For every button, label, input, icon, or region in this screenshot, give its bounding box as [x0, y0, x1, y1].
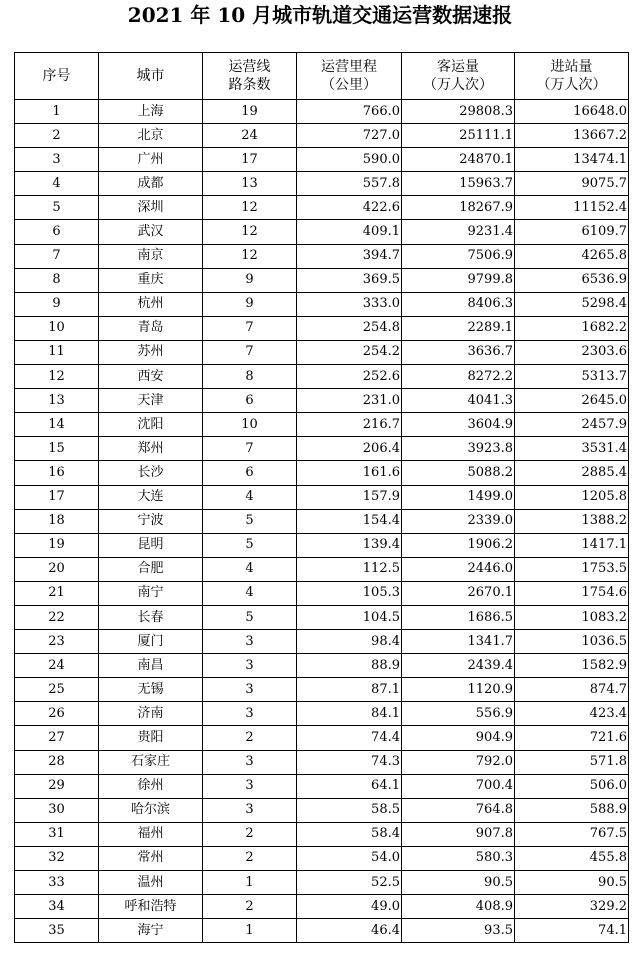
- cell-station-entries: 1754.6: [515, 581, 629, 605]
- cell-line-count: 24: [203, 124, 297, 148]
- cell-city: 武汉: [99, 220, 203, 244]
- cell-passenger-volume: 2339.0: [402, 509, 515, 533]
- cell-passenger-volume: 24870.1: [402, 148, 515, 172]
- cell-passenger-volume: 7506.9: [402, 244, 515, 268]
- cell-station-entries: 1682.2: [515, 316, 629, 340]
- cell-index: 8: [15, 268, 99, 292]
- cell-mileage: 58.4: [297, 822, 402, 846]
- cell-city: 广州: [99, 148, 203, 172]
- cell-index: 19: [15, 533, 99, 557]
- header-mileage: 运营里程 （公里）: [297, 53, 402, 100]
- cell-city: 杭州: [99, 292, 203, 316]
- cell-station-entries: 1753.5: [515, 557, 629, 581]
- cell-station-entries: 13667.2: [515, 124, 629, 148]
- cell-passenger-volume: 408.9: [402, 895, 515, 919]
- cell-index: 1: [15, 100, 99, 124]
- cell-line-count: 10: [203, 413, 297, 437]
- cell-index: 16: [15, 461, 99, 485]
- header-passenger-volume: 客运量 （万人次）: [402, 53, 515, 100]
- cell-index: 7: [15, 244, 99, 268]
- cell-passenger-volume: 580.3: [402, 846, 515, 870]
- cell-mileage: 104.5: [297, 605, 402, 629]
- cell-mileage: 252.6: [297, 365, 402, 389]
- cell-passenger-volume: 3604.9: [402, 413, 515, 437]
- cell-mileage: 52.5: [297, 871, 402, 895]
- cell-line-count: 5: [203, 509, 297, 533]
- cell-mileage: 105.3: [297, 581, 402, 605]
- cell-passenger-volume: 1499.0: [402, 485, 515, 509]
- cell-index: 24: [15, 654, 99, 678]
- cell-index: 30: [15, 798, 99, 822]
- cell-mileage: 422.6: [297, 196, 402, 220]
- cell-city: 成都: [99, 172, 203, 196]
- cell-line-count: 1: [203, 919, 297, 943]
- cell-passenger-volume: 15963.7: [402, 172, 515, 196]
- cell-mileage: 64.1: [297, 774, 402, 798]
- cell-line-count: 9: [203, 268, 297, 292]
- cell-station-entries: 16648.0: [515, 100, 629, 124]
- cell-station-entries: 1205.8: [515, 485, 629, 509]
- cell-station-entries: 5298.4: [515, 292, 629, 316]
- cell-mileage: 112.5: [297, 557, 402, 581]
- cell-city: 长沙: [99, 461, 203, 485]
- header-line-count: 运营线 路条数: [203, 53, 297, 100]
- table-row: [15, 292, 629, 316]
- cell-line-count: 2: [203, 822, 297, 846]
- cell-index: 34: [15, 895, 99, 919]
- cell-index: 13: [15, 389, 99, 413]
- cell-line-count: 3: [203, 750, 297, 774]
- table-row: [15, 654, 629, 678]
- cell-city: 常州: [99, 846, 203, 870]
- cell-passenger-volume: 18267.9: [402, 196, 515, 220]
- cell-passenger-volume: 90.5: [402, 871, 515, 895]
- cell-index: 3: [15, 148, 99, 172]
- cell-mileage: 88.9: [297, 654, 402, 678]
- cell-mileage: 74.3: [297, 750, 402, 774]
- cell-index: 15: [15, 437, 99, 461]
- table-row: [15, 774, 629, 798]
- cell-line-count: 3: [203, 678, 297, 702]
- cell-station-entries: 329.2: [515, 895, 629, 919]
- table-row: [15, 268, 629, 292]
- cell-station-entries: 2645.0: [515, 389, 629, 413]
- table-row: [15, 605, 629, 629]
- cell-line-count: 12: [203, 196, 297, 220]
- cell-mileage: 254.2: [297, 340, 402, 364]
- cell-city: 厦门: [99, 630, 203, 654]
- table-row: [15, 316, 629, 340]
- cell-index: 2: [15, 124, 99, 148]
- cell-passenger-volume: 8272.2: [402, 365, 515, 389]
- cell-mileage: 157.9: [297, 485, 402, 509]
- cell-line-count: 3: [203, 798, 297, 822]
- cell-mileage: 49.0: [297, 895, 402, 919]
- table-row: [15, 750, 629, 774]
- cell-station-entries: 506.0: [515, 774, 629, 798]
- cell-index: 35: [15, 919, 99, 943]
- table-row: [15, 340, 629, 364]
- cell-line-count: 3: [203, 654, 297, 678]
- cell-index: 12: [15, 365, 99, 389]
- table-header-row: [15, 53, 629, 100]
- table-row: [15, 172, 629, 196]
- cell-passenger-volume: 29808.3: [402, 100, 515, 124]
- cell-index: 6: [15, 220, 99, 244]
- table-row: [15, 413, 629, 437]
- table-row: [15, 365, 629, 389]
- cell-mileage: 84.1: [297, 702, 402, 726]
- cell-passenger-volume: 1120.9: [402, 678, 515, 702]
- table-row: [15, 389, 629, 413]
- cell-mileage: 58.5: [297, 798, 402, 822]
- table-row: [15, 196, 629, 220]
- cell-mileage: 369.5: [297, 268, 402, 292]
- cell-city: 呼和浩特: [99, 895, 203, 919]
- cell-passenger-volume: 4041.3: [402, 389, 515, 413]
- cell-index: 29: [15, 774, 99, 798]
- cell-passenger-volume: 2289.1: [402, 316, 515, 340]
- cell-mileage: 139.4: [297, 533, 402, 557]
- cell-city: 福州: [99, 822, 203, 846]
- cell-line-count: 12: [203, 220, 297, 244]
- cell-line-count: 2: [203, 726, 297, 750]
- cell-line-count: 3: [203, 774, 297, 798]
- cell-mileage: 394.7: [297, 244, 402, 268]
- cell-city: 徐州: [99, 774, 203, 798]
- cell-mileage: 409.1: [297, 220, 402, 244]
- cell-line-count: 13: [203, 172, 297, 196]
- cell-city: 沈阳: [99, 413, 203, 437]
- table-row: [15, 148, 629, 172]
- cell-city: 贵阳: [99, 726, 203, 750]
- cell-line-count: 3: [203, 630, 297, 654]
- cell-mileage: 161.6: [297, 461, 402, 485]
- cell-line-count: 2: [203, 895, 297, 919]
- cell-line-count: 4: [203, 581, 297, 605]
- cell-passenger-volume: 9231.4: [402, 220, 515, 244]
- cell-station-entries: 5313.7: [515, 365, 629, 389]
- cell-passenger-volume: 9799.8: [402, 268, 515, 292]
- table-row: [15, 630, 629, 654]
- cell-station-entries: 721.6: [515, 726, 629, 750]
- cell-index: 26: [15, 702, 99, 726]
- cell-line-count: 7: [203, 316, 297, 340]
- table-row: [15, 798, 629, 822]
- cell-city: 宁波: [99, 509, 203, 533]
- cell-station-entries: 90.5: [515, 871, 629, 895]
- cell-city: 温州: [99, 871, 203, 895]
- cell-line-count: 6: [203, 389, 297, 413]
- table-row: [15, 100, 629, 124]
- cell-passenger-volume: 700.4: [402, 774, 515, 798]
- cell-city: 哈尔滨: [99, 798, 203, 822]
- cell-passenger-volume: 25111.1: [402, 124, 515, 148]
- cell-passenger-volume: 8406.3: [402, 292, 515, 316]
- cell-mileage: 333.0: [297, 292, 402, 316]
- table-row: [15, 895, 629, 919]
- cell-station-entries: 588.9: [515, 798, 629, 822]
- cell-station-entries: 571.8: [515, 750, 629, 774]
- cell-index: 27: [15, 726, 99, 750]
- cell-city: 上海: [99, 100, 203, 124]
- header-station-entries: 进站量 （万人次）: [515, 53, 629, 100]
- table-row: [15, 244, 629, 268]
- cell-line-count: 7: [203, 340, 297, 364]
- cell-passenger-volume: 2446.0: [402, 557, 515, 581]
- cell-mileage: 216.7: [297, 413, 402, 437]
- cell-city: 昆明: [99, 533, 203, 557]
- cell-mileage: 727.0: [297, 124, 402, 148]
- cell-passenger-volume: 3923.8: [402, 437, 515, 461]
- cell-index: 20: [15, 557, 99, 581]
- cell-mileage: 590.0: [297, 148, 402, 172]
- table-row: [15, 437, 629, 461]
- cell-city: 大连: [99, 485, 203, 509]
- cell-city: 苏州: [99, 340, 203, 364]
- cell-mileage: 557.8: [297, 172, 402, 196]
- cell-line-count: 9: [203, 292, 297, 316]
- cell-line-count: 7: [203, 437, 297, 461]
- table-row: [15, 461, 629, 485]
- table-row: [15, 678, 629, 702]
- cell-city: 合肥: [99, 557, 203, 581]
- cell-passenger-volume: 904.9: [402, 726, 515, 750]
- cell-index: 14: [15, 413, 99, 437]
- cell-city: 长春: [99, 605, 203, 629]
- cell-station-entries: 2457.9: [515, 413, 629, 437]
- cell-line-count: 12: [203, 244, 297, 268]
- cell-mileage: 54.0: [297, 846, 402, 870]
- cell-passenger-volume: 2670.1: [402, 581, 515, 605]
- cell-line-count: 4: [203, 485, 297, 509]
- cell-passenger-volume: 93.5: [402, 919, 515, 943]
- header-index: 序号: [15, 53, 99, 100]
- cell-mileage: 231.0: [297, 389, 402, 413]
- cell-station-entries: 1083.2: [515, 605, 629, 629]
- cell-station-entries: 767.5: [515, 822, 629, 846]
- cell-index: 18: [15, 509, 99, 533]
- cell-index: 9: [15, 292, 99, 316]
- cell-mileage: 766.0: [297, 100, 402, 124]
- cell-station-entries: 455.8: [515, 846, 629, 870]
- cell-station-entries: 874.7: [515, 678, 629, 702]
- cell-city: 青岛: [99, 316, 203, 340]
- table-row: [15, 822, 629, 846]
- cell-station-entries: 2303.6: [515, 340, 629, 364]
- cell-mileage: 254.8: [297, 316, 402, 340]
- cell-station-entries: 1388.2: [515, 509, 629, 533]
- table-row: [15, 726, 629, 750]
- cell-station-entries: 6536.9: [515, 268, 629, 292]
- cell-city: 海宁: [99, 919, 203, 943]
- cell-mileage: 154.4: [297, 509, 402, 533]
- cell-station-entries: 74.1: [515, 919, 629, 943]
- metro-operations-table: [14, 52, 629, 943]
- table-body: [15, 100, 629, 943]
- cell-index: 17: [15, 485, 99, 509]
- cell-index: 31: [15, 822, 99, 846]
- cell-line-count: 2: [203, 846, 297, 870]
- cell-passenger-volume: 1906.2: [402, 533, 515, 557]
- table-row: [15, 846, 629, 870]
- cell-index: 28: [15, 750, 99, 774]
- table-row: [15, 919, 629, 943]
- cell-city: 无锡: [99, 678, 203, 702]
- cell-city: 济南: [99, 702, 203, 726]
- table-row: [15, 509, 629, 533]
- cell-station-entries: 4265.8: [515, 244, 629, 268]
- cell-passenger-volume: 5088.2: [402, 461, 515, 485]
- cell-index: 22: [15, 605, 99, 629]
- cell-index: 21: [15, 581, 99, 605]
- cell-station-entries: 6109.7: [515, 220, 629, 244]
- table-row: [15, 871, 629, 895]
- cell-line-count: 19: [203, 100, 297, 124]
- table-row: [15, 124, 629, 148]
- cell-mileage: 87.1: [297, 678, 402, 702]
- table-row: [15, 220, 629, 244]
- cell-mileage: 98.4: [297, 630, 402, 654]
- table-row: [15, 581, 629, 605]
- cell-station-entries: 1036.5: [515, 630, 629, 654]
- table-row: [15, 533, 629, 557]
- cell-passenger-volume: 1686.5: [402, 605, 515, 629]
- cell-city: 郑州: [99, 437, 203, 461]
- page-title: 2021 年 10 月城市轨道交通运营数据速报: [127, 3, 513, 27]
- table-row: [15, 702, 629, 726]
- cell-passenger-volume: 2439.4: [402, 654, 515, 678]
- cell-line-count: 1: [203, 871, 297, 895]
- cell-index: 23: [15, 630, 99, 654]
- cell-station-entries: 3531.4: [515, 437, 629, 461]
- cell-mileage: 46.4: [297, 919, 402, 943]
- cell-passenger-volume: 3636.7: [402, 340, 515, 364]
- table-row: [15, 557, 629, 581]
- cell-mileage: 74.4: [297, 726, 402, 750]
- cell-index: 4: [15, 172, 99, 196]
- cell-station-entries: 1582.9: [515, 654, 629, 678]
- cell-index: 5: [15, 196, 99, 220]
- cell-index: 25: [15, 678, 99, 702]
- cell-passenger-volume: 792.0: [402, 750, 515, 774]
- cell-line-count: 6: [203, 461, 297, 485]
- cell-passenger-volume: 764.8: [402, 798, 515, 822]
- cell-index: 33: [15, 871, 99, 895]
- cell-line-count: 17: [203, 148, 297, 172]
- cell-line-count: 8: [203, 365, 297, 389]
- cell-city: 天津: [99, 389, 203, 413]
- cell-mileage: 206.4: [297, 437, 402, 461]
- table-row: [15, 485, 629, 509]
- cell-station-entries: 2885.4: [515, 461, 629, 485]
- cell-index: 11: [15, 340, 99, 364]
- cell-city: 南京: [99, 244, 203, 268]
- cell-line-count: 3: [203, 702, 297, 726]
- cell-city: 石家庄: [99, 750, 203, 774]
- cell-city: 深圳: [99, 196, 203, 220]
- cell-station-entries: 9075.7: [515, 172, 629, 196]
- cell-station-entries: 13474.1: [515, 148, 629, 172]
- cell-station-entries: 11152.4: [515, 196, 629, 220]
- cell-city: 南昌: [99, 654, 203, 678]
- cell-passenger-volume: 1341.7: [402, 630, 515, 654]
- cell-station-entries: 423.4: [515, 702, 629, 726]
- cell-passenger-volume: 907.8: [402, 822, 515, 846]
- cell-passenger-volume: 556.9: [402, 702, 515, 726]
- cell-line-count: 5: [203, 533, 297, 557]
- cell-line-count: 5: [203, 605, 297, 629]
- cell-city: 南宁: [99, 581, 203, 605]
- cell-station-entries: 1417.1: [515, 533, 629, 557]
- cell-city: 北京: [99, 124, 203, 148]
- cell-index: 10: [15, 316, 99, 340]
- header-city: 城市: [99, 53, 203, 100]
- cell-city: 重庆: [99, 268, 203, 292]
- cell-line-count: 4: [203, 557, 297, 581]
- cell-index: 32: [15, 846, 99, 870]
- cell-city: 西安: [99, 365, 203, 389]
